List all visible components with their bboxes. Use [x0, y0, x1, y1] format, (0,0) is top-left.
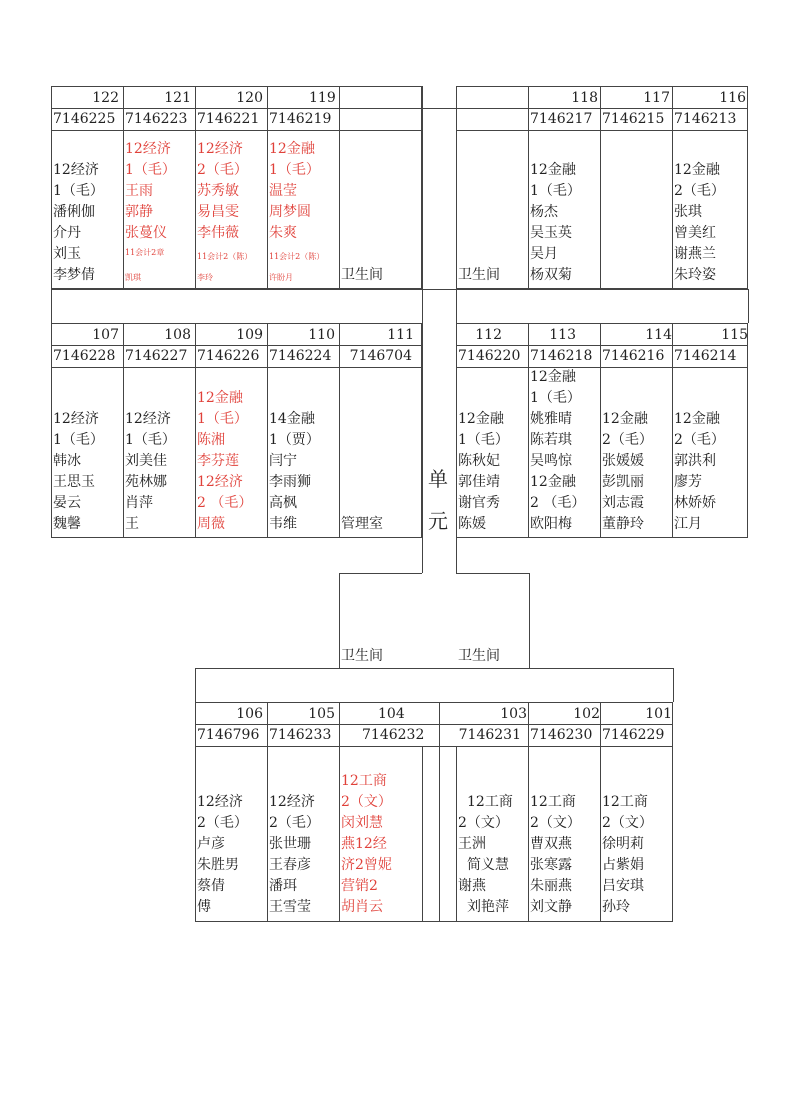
room-118-occupants: 12金融 1（毛） 杨杰 吴玉英 吴月 杨双菊 — [530, 162, 581, 283]
room-116-occupants: 12金融 2（毛） 张琪 曾美红 谢燕兰 朱玲姿 — [674, 162, 725, 283]
washroom-label: 卫生间 — [458, 648, 500, 664]
room-102-occupants: 12工商 2（文） 曹双燕 张寒露 朱丽燕 刘文静 — [530, 794, 581, 915]
phone-number: 7146217 — [530, 111, 593, 127]
room-number: 118 — [571, 90, 598, 106]
washroom-label: 卫生间 — [458, 267, 500, 283]
room-115-occupants: 12金融 2（毛） 郭洪利 廖芳 林娇娇 江月 — [674, 411, 725, 532]
room-number: 101 — [645, 706, 672, 722]
management-office-label: 管理室 — [341, 516, 383, 532]
phone-number: 7146223 — [125, 111, 188, 127]
room-number: 121 — [164, 90, 191, 106]
room-121-note: 凯琪 — [125, 273, 141, 282]
room-number: 117 — [643, 90, 670, 106]
room-number: 109 — [236, 327, 263, 343]
room-104-occupants: 12工商 2（文） 闵刘慧 燕12经 济2曾妮 营销2 胡肖云 — [341, 773, 392, 915]
room-119-note: 11会计2（陈） — [269, 252, 325, 261]
phone-number: 7146796 — [197, 727, 260, 743]
phone-number: 7146224 — [269, 348, 332, 364]
room-number: 103 — [500, 706, 527, 722]
phone-number: 7146228 — [53, 348, 116, 364]
room-110-occupants: 14金融 1（贾） 闫宁 李雨狮 高枫 韦维 — [269, 411, 320, 532]
phone-number: 7146216 — [602, 348, 665, 364]
room-number: 114 — [645, 327, 672, 343]
room-number: 102 — [573, 706, 600, 722]
room-number: 122 — [92, 90, 119, 106]
phone-number: 7146231 — [458, 727, 521, 743]
phone-number: 7146229 — [602, 727, 665, 743]
phone-number: 7146230 — [530, 727, 593, 743]
room-101-occupants: 12工商 2（文） 徐明莉 占紫娟 吕安琪 孙玲 — [602, 794, 653, 915]
phone-number: 7146233 — [269, 727, 332, 743]
corridor-left-wall — [422, 86, 423, 573]
room-number: 105 — [308, 706, 335, 722]
room-121-note: 11会计2章 — [125, 248, 165, 257]
unit-label: 单 — [428, 467, 448, 491]
phone-number: 7146215 — [602, 111, 665, 127]
phone-number: 7146226 — [197, 348, 260, 364]
phone-number: 7146221 — [197, 111, 260, 127]
room-120-note: 11会计2（陈） — [197, 252, 253, 261]
phone-number: 7146220 — [458, 348, 521, 364]
room-103-occupants: 12工商 2（文） 王洲 简义慧 谢燕 刘艳萍 — [458, 794, 513, 915]
phone-number: 7146213 — [674, 111, 737, 127]
unit-label: 元 — [428, 509, 448, 533]
room-120-occupants: 12经济 2（毛） 苏秀敏 易昌雯 李伟薇 — [197, 141, 248, 241]
room-number: 108 — [164, 327, 191, 343]
room-106-occupants: 12经济 2（毛） 卢彦 朱胜男 蔡倩 傅 — [197, 794, 248, 915]
room-107-occupants: 12经济 1（毛） 韩冰 王思玉 晏云 魏馨 — [53, 411, 104, 532]
phone-number: 7146214 — [674, 348, 737, 364]
room-108-occupants: 12经济 1（毛） 刘美佳 苑林娜 肖萍 王 — [125, 411, 176, 532]
room-number: 104 — [378, 706, 405, 722]
room-121-occupants: 12经济 1（毛） 王雨 郭静 张蔓仪 — [125, 141, 176, 241]
room-119-note: 许盼月 — [269, 273, 293, 282]
room-number: 111 — [387, 327, 414, 343]
washroom-label: 卫生间 — [341, 267, 383, 283]
room-109-occupants: 12金融 1（毛） 陈湘 李芬莲 12经济 2 （毛） 周薇 — [197, 390, 253, 532]
phone-number: 7146219 — [269, 111, 332, 127]
phone-number: 7146225 — [53, 111, 116, 127]
room-number: 119 — [309, 90, 336, 106]
room-119-occupants: 12金融 1（毛） 温莹 周梦圆 朱爽 — [269, 141, 320, 241]
room-120-note: 李玲 — [197, 273, 213, 282]
room-number: 107 — [92, 327, 119, 343]
room-number: 110 — [308, 327, 335, 343]
phone-number: 7146704 — [349, 348, 412, 364]
room-114-occupants: 12金融 2（毛） 张媛媛 彭凯丽 刘志霞 董静玲 — [602, 411, 653, 532]
phone-number: 7146232 — [362, 727, 425, 743]
phone-number: 7146218 — [530, 348, 593, 364]
room-number: 116 — [719, 90, 746, 106]
room-number: 112 — [475, 327, 502, 343]
room-122-occupants: 12经济 1（毛） 潘俐伽 介丹 刘玉 李梦倩 — [53, 162, 104, 283]
room-number: 115 — [721, 327, 748, 343]
room-number: 113 — [549, 327, 576, 343]
room-number: 120 — [236, 90, 263, 106]
room-105-occupants: 12经济 2（毛） 张世珊 王春彦 潘珥 王雪莹 — [269, 794, 320, 915]
washroom-label: 卫生间 — [341, 648, 383, 664]
room-112-occupants: 12金融 1（毛） 陈秋妃 郭佳靖 谢官秀 陈媛 — [458, 411, 509, 532]
room-number: 106 — [236, 706, 263, 722]
phone-number: 7146227 — [125, 348, 188, 364]
room-113-occupants: 12金融 1（毛） 姚雅晴 陈若琪 吴鸣惊 12金融 2 （毛） 欧阳梅 — [530, 369, 586, 532]
